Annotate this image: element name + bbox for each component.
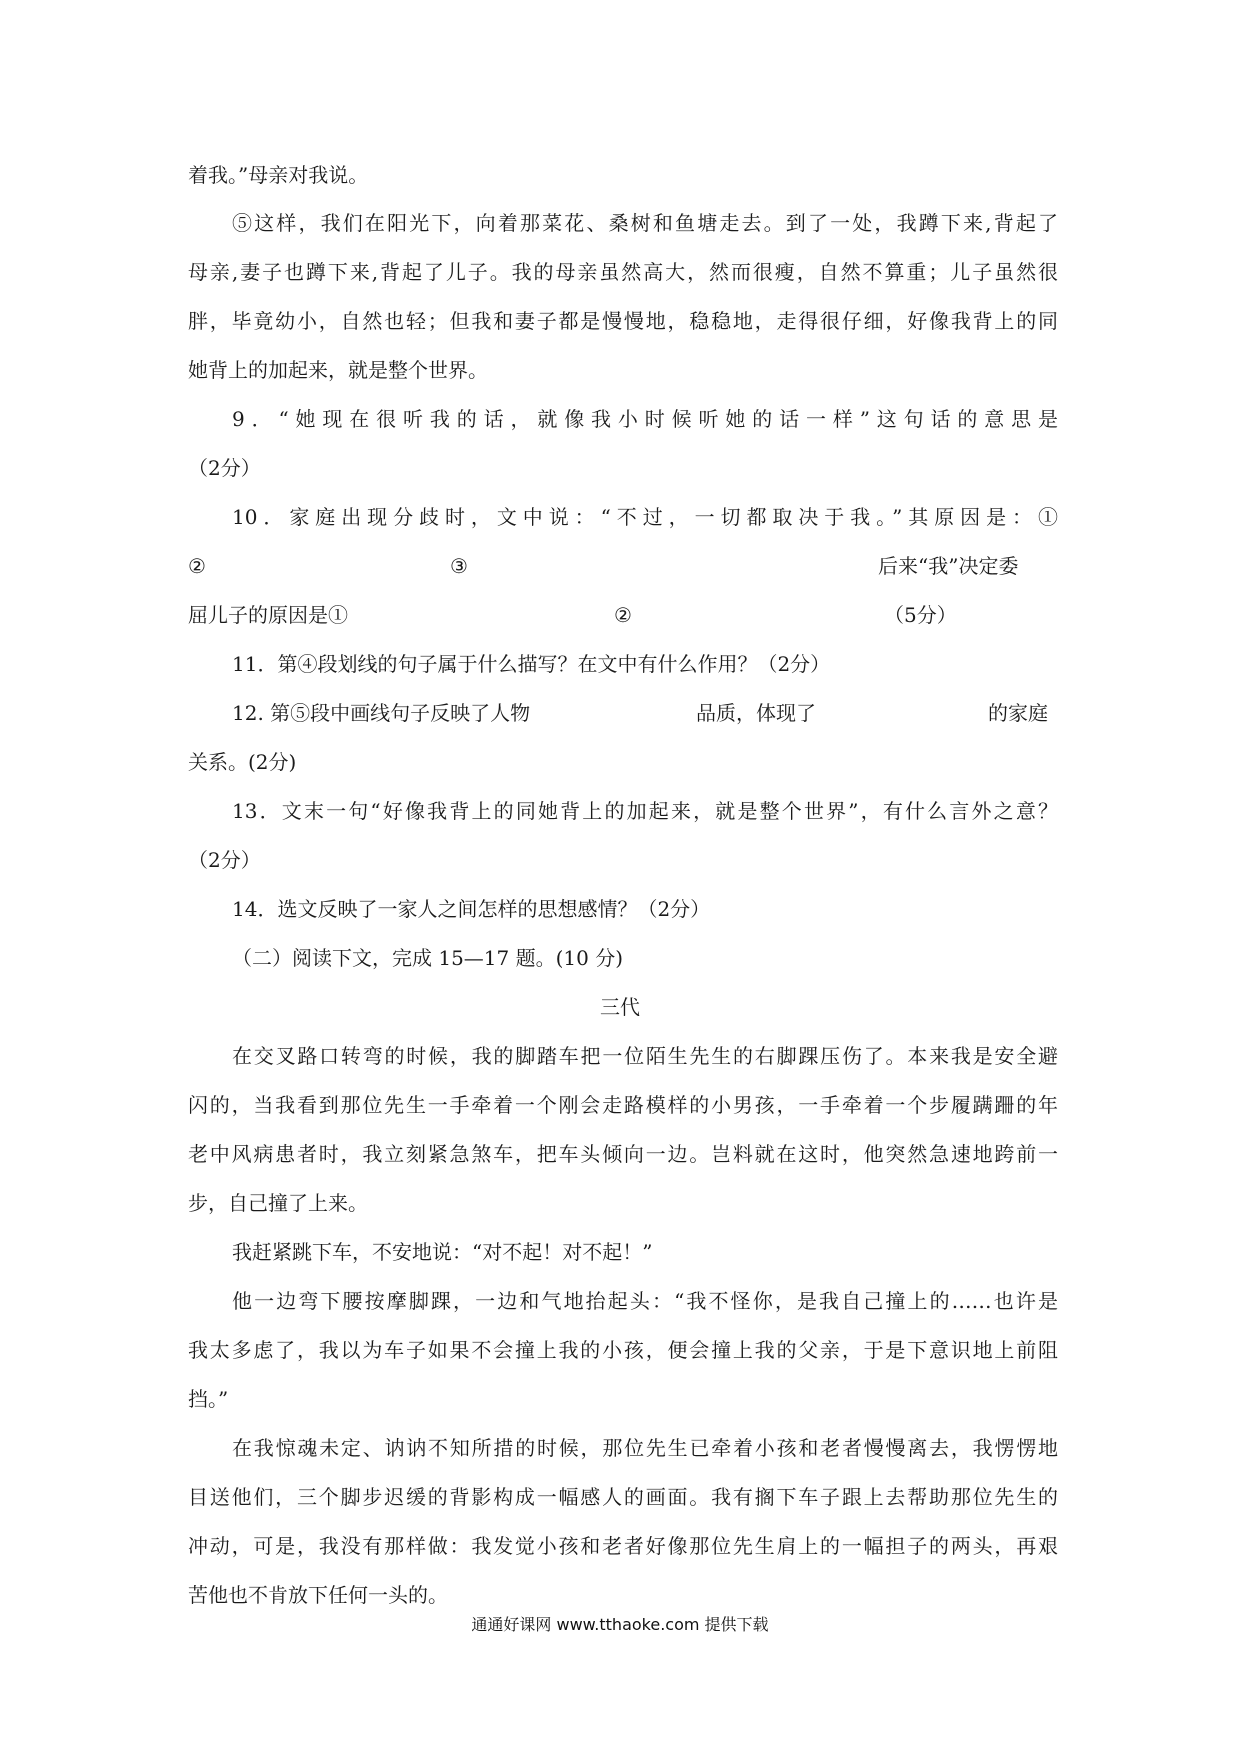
- question-10-second-part: 屈儿子的原因是①: [188, 603, 348, 627]
- passage-line: ⑤这样，我们在阳光下，向着那菜花、桑树和鱼塘走去。到了一处，我蹲下来,背起了: [232, 211, 1058, 235]
- passage-line: 胖，毕竟幼小，自然也轻；但我和妻子都是慢慢地，稳稳地，走得很仔细，好像我背上的同: [188, 309, 1058, 333]
- passage-title: 三代: [600, 995, 640, 1019]
- question-14: 14．选文反映了一家人之间怎样的思想感情？（2分）: [232, 897, 711, 921]
- passage-line: 冲动，可是，我没有那样做：我发觉小孩和老者好像那位先生肩上的一幅担子的两头，再艰: [188, 1534, 1058, 1558]
- passage-line: 老中风病患者时，我立刻紧急煞车，把车头倾向一边。岂料就在这时，他突然急速地跨前一: [188, 1142, 1058, 1166]
- question-12: 12. 第⑤段中画线句子反映了人物: [232, 701, 531, 725]
- answer-blank-2: ②: [188, 554, 206, 578]
- passage-line: 我赶紧跳下车，不安地说：“对不起！对不起！”: [232, 1240, 653, 1264]
- question-12-continued: 关系。(2分): [188, 750, 297, 774]
- question-13-score: （2分）: [188, 848, 261, 872]
- question-10: 10．家庭出现分歧时，文中说：“不过，一切都取决于我。”其原因是：①: [232, 505, 1058, 529]
- passage-line: 闪的，当我看到那位先生一手牵着一个刚会走路模样的小男孩，一手牵着一个步履蹒跚的年: [188, 1093, 1058, 1117]
- footer-watermark: 通通好课网 www.tthaoke.com 提供下载: [471, 1615, 769, 1634]
- passage-line: 目送他们，三个脚步迟缓的背影构成一幅感人的画面。我有搁下车子跟上去帮助那位先生的: [188, 1485, 1058, 1509]
- answer-blank-2b: ②: [614, 603, 632, 627]
- passage-line: 在我惊魂未定、讷讷不知所措的时候，那位先生已牵着小孩和老者慢慢离去，我愣愣地: [232, 1436, 1058, 1460]
- question-13: 13．文末一句“好像我背上的同她背上的加起来，就是整个世界”，有什么言外之意？: [232, 799, 1058, 823]
- section-heading: （二）阅读下文，完成 15—17 题。(10 分): [232, 946, 624, 970]
- question-9-score: （2分）: [188, 456, 261, 480]
- passage-line: 着我。”母亲对我说。: [188, 163, 369, 187]
- passage-line: 挡。”: [188, 1387, 229, 1411]
- question-10-continued: 后来“我”决定委: [878, 554, 1019, 578]
- question-12-end: 的家庭: [988, 701, 1048, 725]
- question-11: 11．第④段划线的句子属于什么描写？在文中有什么作用？（2分）: [232, 652, 831, 676]
- passage-line: 他一边弯下腰按摩脚踝，一边和气地抬起头：“我不怪你，是我自己撞上的……也许是: [232, 1289, 1058, 1313]
- question-12-mid: 品质，体现了: [696, 701, 816, 725]
- passage-line: 母亲,妻子也蹲下来,背起了儿子。我的母亲虽然高大，然而很瘦，自然不算重；儿子虽然很: [188, 260, 1058, 284]
- question-10-score: （5分）: [884, 603, 957, 627]
- question-9: 9．“她现在很听我的话，就像我小时候听她的话一样”这句话的意思是: [232, 407, 1058, 431]
- passage-line: 步，自己撞了上来。: [188, 1191, 368, 1215]
- passage-line: 我太多虑了，我以为车子如果不会撞上我的小孩，便会撞上我的父亲，于是下意识地上前阻: [188, 1338, 1058, 1362]
- passage-line: 在交叉路口转弯的时候，我的脚踏车把一位陌生先生的右脚踝压伤了。本来我是安全避: [232, 1044, 1058, 1068]
- passage-line: 苦他也不肯放下任何一头的。: [188, 1583, 448, 1607]
- answer-blank-3: ③: [450, 554, 468, 578]
- passage-line: 她背上的加起来，就是整个世界。: [188, 358, 488, 382]
